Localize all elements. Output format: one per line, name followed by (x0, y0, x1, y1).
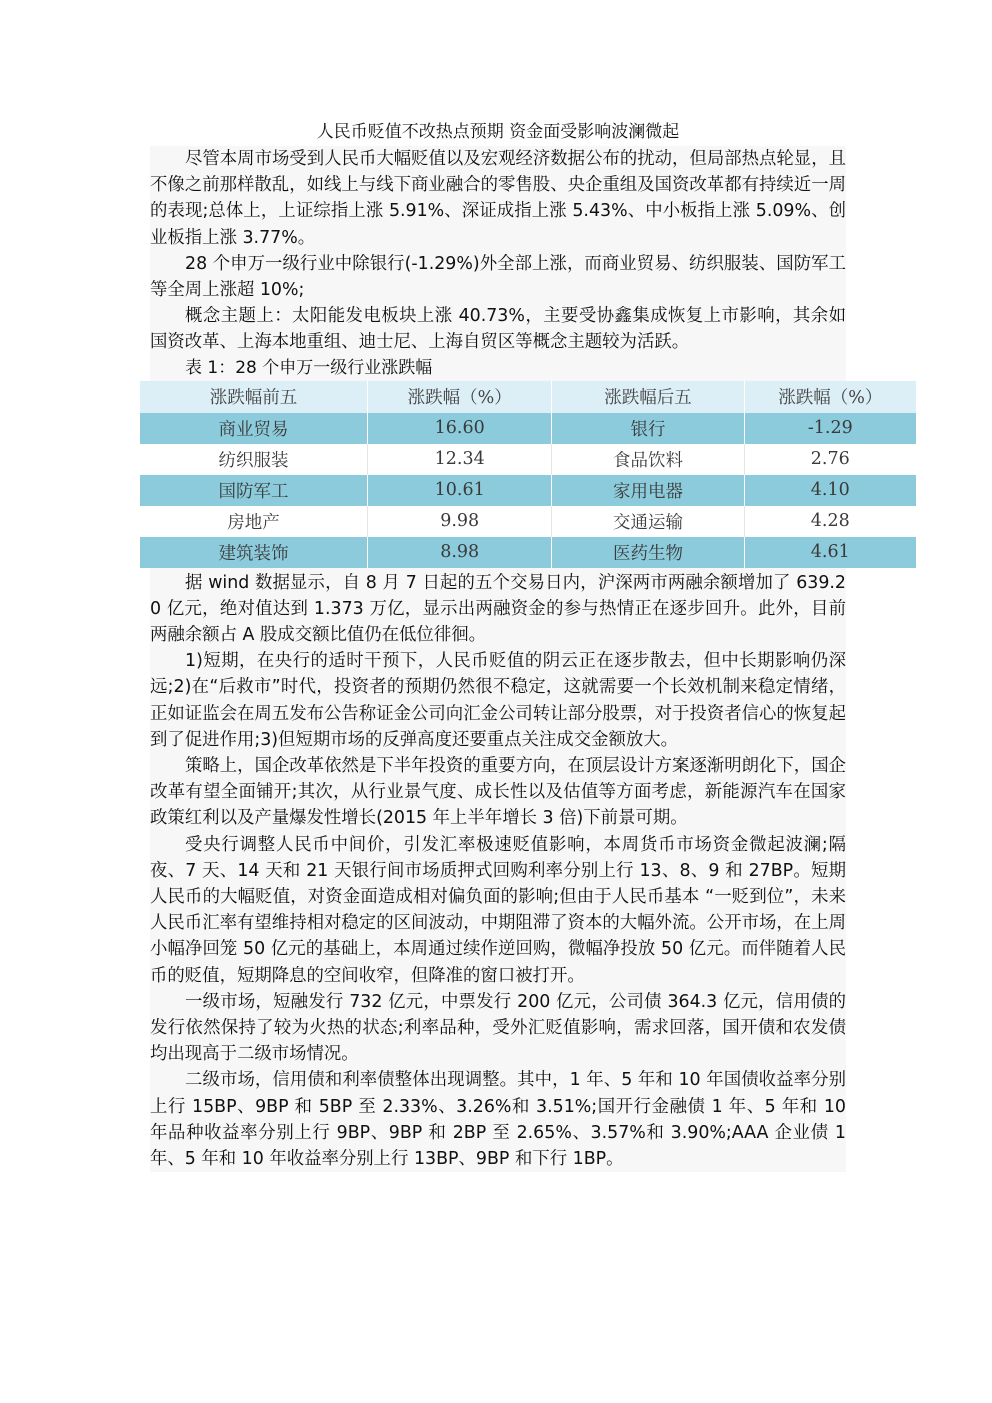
table-row (140, 506, 916, 537)
paragraph: 据 wind 数据显示，自 8 月 7 日起的五个交易日内，沪深两市两融余额增加了 639.20 亿元，绝对值达到 1.373 万亿，显示出两融资金的参与热情正在逐步回升。此外，目前两融余额占 A 股成交额比值仍在低位徘徊。 (150, 572, 846, 646)
document-title: 人民币贬值不改热点预期 资金面受影响波澜微起 (146, 118, 850, 146)
paragraph: 28 个申万一级行业中除银行(-1.29%)外全部上涨，而商业贸易、纺织服装、国防军工等全周上涨超 10%; (150, 253, 846, 301)
table-cell: 16.60 (368, 413, 552, 444)
table-row (140, 444, 916, 475)
table-cell: 国防军工 (140, 475, 368, 506)
table-cell: 食品饮料 (552, 444, 744, 475)
table-cell: 4.28 (744, 506, 916, 537)
table-cell: 纺织服装 (140, 444, 368, 475)
paragraph: 概念主题上：太阳能发电板块上涨 40.73%，主要受协鑫集成恢复上市影响，其余如国资改革、上海本地重组、迪士尼、上海自贸区等概念主题较为活跃。 (150, 306, 846, 353)
table-cell: 9.98 (368, 506, 552, 537)
industry-change-table (140, 381, 916, 568)
table-cell: 商业贸易 (140, 413, 368, 444)
table-caption: 表 1：28 个申万一级行业涨跌幅 (185, 357, 433, 378)
table-cell: 12.34 (368, 444, 552, 475)
document-body (150, 118, 883, 1172)
paragraph: 受央行调整人民币中间价，引发汇率极速贬值影响，本周货币市场资金微起波澜;隔夜、7 天、14 天和 21 天银行间市场质押式回购利率分别上行 13、8、9 和 27BP。短期人民币的大幅贬值，对资金面造成相对偏负面的影响;但由于人民币基本 “一贬到位”，未来人民币汇率有望维持相对稳定的区间波动，中期阻滞了资本的大幅外流。公开市场，在上周小幅净回笼 50 亿元的基础上，本周通过续作逆回购，微幅净投放 50 亿元。而伴随着人民币的贬值，短期降息的空间收窄，但降准的窗口被打开。 (150, 834, 846, 986)
table-cell: 房地产 (140, 506, 368, 537)
table-header-row (140, 381, 916, 413)
table-row (140, 475, 916, 506)
table-cell: 交通运输 (552, 506, 744, 537)
table-header-cell: 涨跌幅前五 (140, 381, 368, 413)
paragraph: 策略上，国企改革依然是下半年投资的重要方向，在顶层设计方案逐渐明朗化下，国企改革有望全面铺开;其次，从行业景气度、成长性以及估值等方面考虑，新能源汽车在国家政策红利以及产量爆发性增长(2015 年上半年增长 3 倍)下前景可期。 (150, 756, 846, 829)
table-cell: 4.10 (744, 475, 916, 506)
table-cell: 8.98 (368, 537, 552, 568)
table-header-cell: 涨跌幅（%） (368, 381, 552, 413)
table-cell: 家用电器 (552, 475, 744, 506)
table-cell: 银行 (552, 413, 744, 444)
paragraph: 一级市场，短融发行 732 亿元，中票发行 200 亿元，公司债 364.3 亿元，信用债的发行依然保持了较为火热的状态;利率品种，受外汇贬值影响，需求回落，国开债和农发债均出现高于二级市场情况。 (150, 991, 846, 1065)
paragraph: 二级市场，信用债和利率债整体出现调整。其中，1 年、5 年和 10 年国债收益率分别上行 15BP、9BP 和 5BP 至 2.33%、3.26%和 3.51%;国开行金融债 1 年、5 年和 10 年品种收益率分别上行 9BP、9BP 和 2BP 至 2.65%、3.57%和 3.90%;AAA 企业债 1 年、5 年和 10 年收益率分别上行 13BP、9BP 和下行 1BP。 (150, 1070, 846, 1170)
paragraph: 尽管本周市场受到人民币大幅贬值以及宏观经济数据公布的扰动，但局部热点轮显，且不像之前那样散乱，如线上与线下商业融合的零售股、央企重组及国资改革都有持续近一周的表现;总体上，上证综指上涨 5.91%、深证成指上涨 5.43%、中小板指上涨 5.09%、创业板指上涨 3.77%。 (150, 149, 846, 248)
table-row (140, 413, 916, 444)
table-cell: 2.76 (744, 444, 916, 475)
table-cell: 医药生物 (552, 537, 744, 568)
table-header-cell: 涨跌幅后五 (552, 381, 744, 413)
table-row (140, 537, 916, 568)
table-cell: 10.61 (368, 475, 552, 506)
table-cell: 4.61 (744, 537, 916, 568)
paragraph: 1)短期，在央行的适时干预下，人民币贬值的阴云正在逐步散去，但中长期影响仍深远;2)在“后救市”时代，投资者的预期仍然很不稳定，这就需要一个长效机制来稳定情绪，正如证监会在周五发布公告称证金公司向汇金公司转让部分股票，对于投资者信心的恢复起到了促进作用;3)但短期市场的反弹高度还要重点关注成交金额放大。 (150, 651, 846, 750)
table-header-cell: 涨跌幅（%） (744, 381, 916, 413)
table-cell: -1.29 (744, 413, 916, 444)
table-cell: 建筑装饰 (140, 537, 368, 568)
